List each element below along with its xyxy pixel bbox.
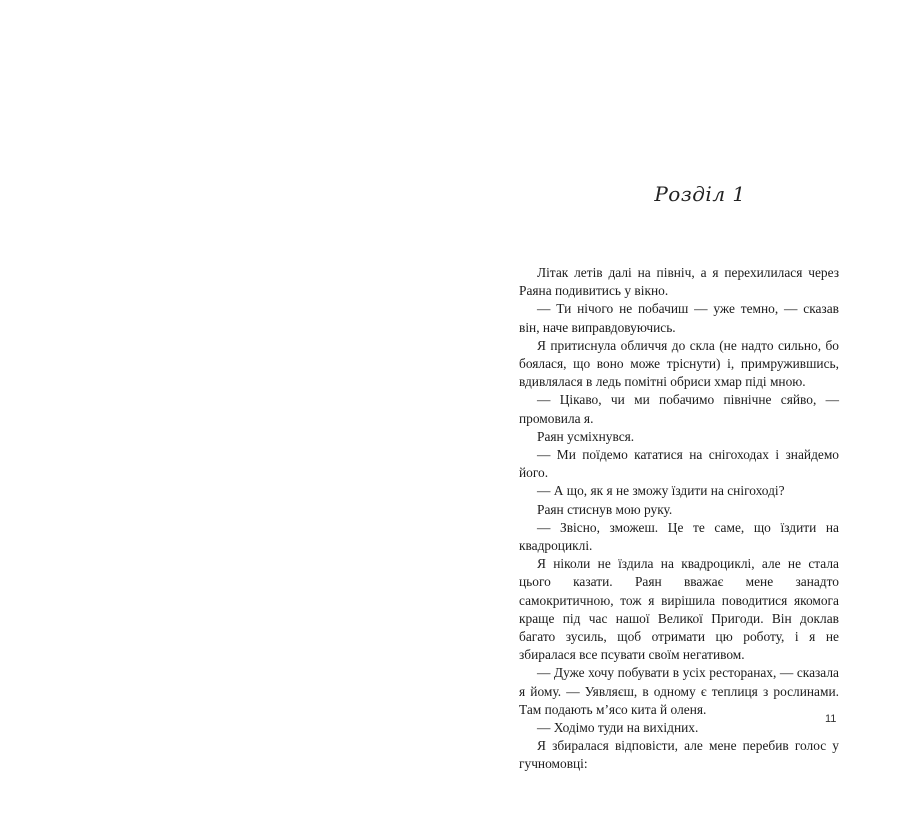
paragraph: Я ніколи не їздила на квадроциклі, але не стала цього казати. Раян вважає мене занадто самокритичною, тож я вирішила поводитися якомога краще під час нашої Великої Пригоди. Він доклав багато зусиль, щоб отримати цю роботу, і я не збиралася все псувати своїм негативом. bbox=[519, 556, 839, 663]
paragraph: Літак летів далі на північ, а я перехилилася через Раяна подивитись у вікно. bbox=[519, 265, 839, 299]
paragraph: — Ходімо туди на вихідних. bbox=[537, 720, 699, 736]
paragraph: — Ти нічого не побачиш — уже темно, — сказав він, наче виправдовуючись. bbox=[519, 301, 839, 335]
paragraph: — Звісно, зможеш. Це те саме, що їздити на квадроциклі. bbox=[519, 519, 839, 554]
chapter-heading: Розділ 1 bbox=[654, 182, 746, 206]
paragraph: — А що, як я не зможу їздити на снігоході? bbox=[537, 483, 785, 499]
paragraph: — Ми поїдемо кататися на снігоходах і знайдемо його. bbox=[519, 447, 839, 481]
paragraph: — Цікаво, чи ми побачимо північне сяйво, — промовила я. bbox=[519, 392, 839, 426]
paragraph: Раян стиснув мою руку. bbox=[537, 501, 673, 517]
paragraph: Я притиснула обличчя до скла (не надто сильно, бо боялася, що воно може тріснути) і, примружившись, вдивлялася в ледь помітні обриси хмар піді мною. bbox=[519, 337, 839, 390]
chapter-body bbox=[519, 264, 839, 774]
paragraph: Раян усміхнувся. bbox=[537, 428, 635, 444]
paragraph: — Дуже хочу побувати в усіх ресторанах, — сказала я йому. — Уявляєш, в одному є теплиця з рослинами. Там подають м’ясо кита й оленя. bbox=[519, 665, 839, 717]
right-page bbox=[450, 0, 900, 817]
page-number: 11 bbox=[825, 713, 837, 725]
paragraph: Я збиралася відповісти, але мене перебив голос у гучномовці: bbox=[519, 738, 839, 772]
